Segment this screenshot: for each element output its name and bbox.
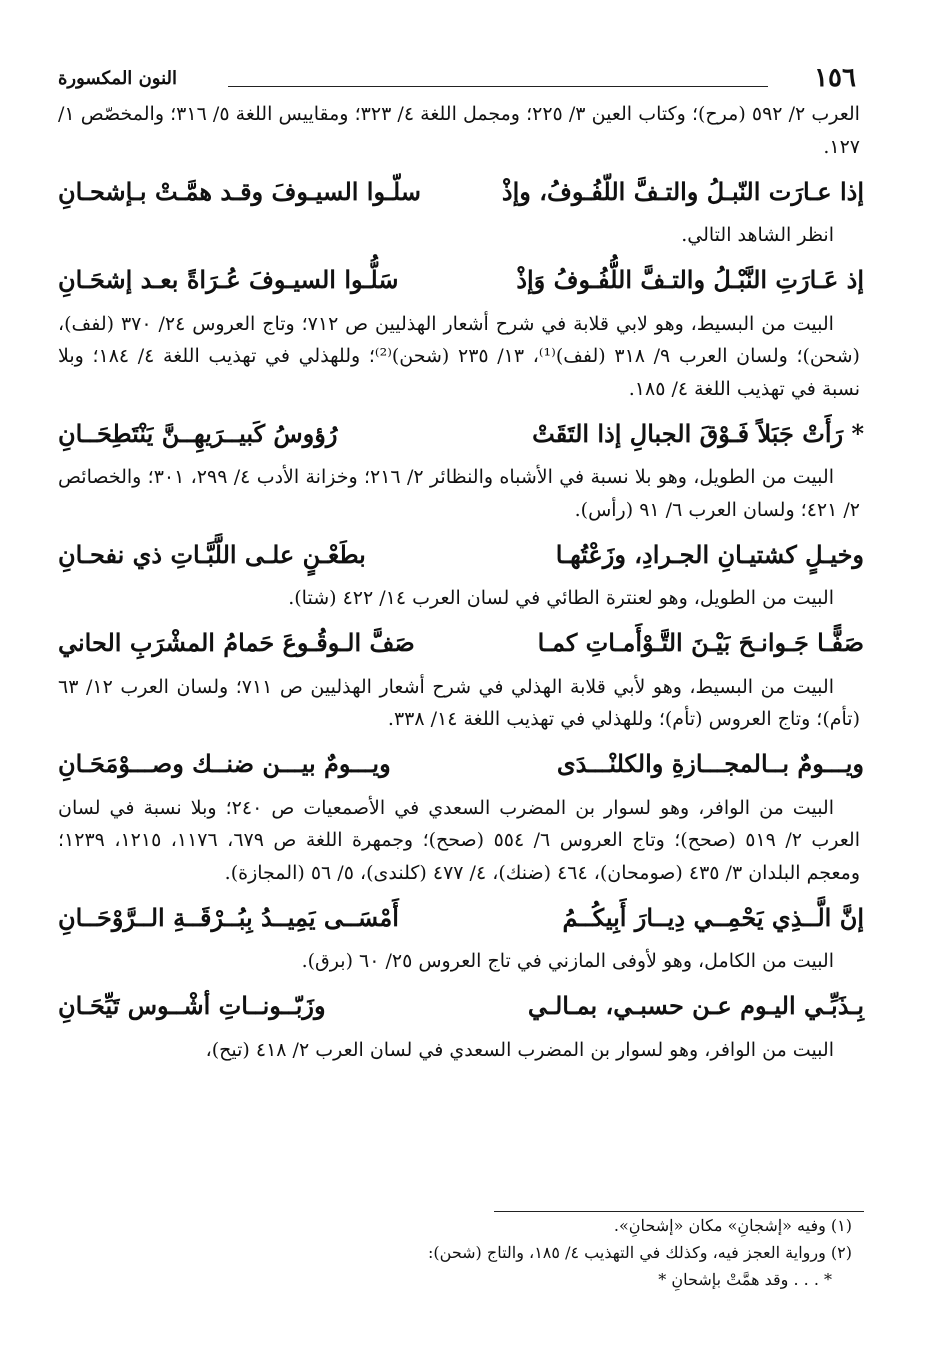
verse-first-hemistich: بِـذَبِّـي اليـوم عـن حسبـي، بمـالـي xyxy=(527,991,864,1020)
text-line: انظر الشاهد التالي. xyxy=(681,224,834,246)
commentary-paragraph xyxy=(58,98,864,163)
verse-second-hemistich: رُؤوسُ كَبيــرَيهِــنَّ يَنْتَطِحَــانِ xyxy=(58,418,338,448)
text-line: البيت من البسيط، وهو لأبي قلابة الهذلي في شرح أشعار الهذليين ص ٧١١؛ ولسان xyxy=(176,675,834,698)
verse-first-hemistich: وخيـلٍ كشتيـانِ الجـرادِ، وزَعْتُهـا xyxy=(555,539,864,569)
text-line: العرب ٢/ ٥٩٢ (مرح)؛ وكتاب العين ٣/ ٢٢٥؛ ومجمل اللغة ٤/ ٣٢٣؛ ومقاييس اللغة xyxy=(235,103,860,125)
verse-second-hemistich: أَمْسَــى يَمِيــدُ بِبُــرْقَــةِ الــرَّوْحَــانِ xyxy=(58,902,399,932)
commentary-paragraph xyxy=(58,308,864,406)
verse-second-hemistich: سَلُّـوا السيـوفَ عُـرَاةً بعـد إشحَـانِ xyxy=(58,265,399,294)
commentary-paragraph xyxy=(58,1034,864,1067)
text-line: البيت من الوافر، وهو لسوار بن المضرب السعدي في الأصمعيات ص ٢٤٠؛ وبلا xyxy=(190,796,834,819)
verse-line xyxy=(58,254,864,306)
verse-first-hemistich: * رَأَتْ جَبَلاً فَـوْقَ الجبالِ إذا التَقَتْ xyxy=(532,418,864,448)
commentary-paragraph xyxy=(58,671,864,736)
verse-second-hemistich: صَفَّ الـوقُـوعَ حَمامُ المشْرَبِ الحاني xyxy=(58,628,415,657)
header-rule xyxy=(228,86,768,87)
commentary-paragraph xyxy=(58,582,864,615)
footnote-2-verse: * . . . وقد همَّتْ بإشحانِ * xyxy=(658,1270,832,1289)
verse-line xyxy=(58,617,864,669)
running-title: النون المكسورة xyxy=(58,67,178,89)
text-line: ص ٦٧٩، ١١٧٦، ١٢١٥، ١٢٣٩؛ ومعجم البلدان ٣/ ٤٣٥ (صومحان)، ٤٦٤ (ضنك)، xyxy=(58,829,860,884)
text-line: البيت من البسيط، وهو لابي قلابة في شرح أشعار الهذليين ص ٧١٢؛ وتاج العروس xyxy=(192,312,834,335)
verse-first-hemistich: إنَّ الَّــذِي يَحْمِــي دِيــارَ أَبِيكُــمُ xyxy=(562,902,864,932)
page-number: ١٥٦ xyxy=(814,63,856,93)
verse-line xyxy=(58,891,864,943)
verse-line xyxy=(58,738,864,790)
commentary-paragraph xyxy=(58,461,864,526)
verse-first-hemistich: إذ عَـارَتِ النَّبْـلُ والتـفَّ اللُّفُـوفُ وَإذْ xyxy=(516,265,864,294)
text-line: ٤/ ٤٧٧ (كلندى)، ٥/ ٥٦ (المجازة). xyxy=(224,861,487,884)
verse-second-hemistich: سلّـوا السيـوفَ وقـد همَّـتْ بـإشحـانِ xyxy=(58,176,421,206)
verse-first-hemistich: صَفًّـا جَـوانـحَ بَيْـنَ التَّـوْأَمـاتِ كمـا xyxy=(537,628,864,657)
text-line: ٢٤/ ٣٧٠ (لفف)، (شحن)؛ ولسان العرب ٩/ ٣١٨ (لفف)⁽¹⁾، ١٣/ ٢٣٥ (شحن)⁽²⁾؛ xyxy=(58,312,860,367)
footnote-1: (١) وفيه «إشجانِ» مكان «إشحانِ». xyxy=(613,1216,852,1235)
text-line: البيت من الكامل، وهو لأوفى المازني في تاج العروس ٢٥/ ٦٠ (برق). xyxy=(301,950,834,972)
text-line: نسبة في لسان العرب ٢/ ٥١٩ (صحح)؛ وتاج العروس ٦/ ٥٥٤ (صحح)؛ وجمهرة اللغة xyxy=(58,796,860,851)
verse-line xyxy=(58,528,864,580)
verse-second-hemistich: بطَعْـنٍ علـى اللَّبَّـاتِ ذي نفحـانِ xyxy=(58,539,366,569)
verse-line xyxy=(58,165,864,217)
commentary-paragraph xyxy=(58,945,864,978)
page-header xyxy=(58,58,864,98)
text-line: وللهذلي في تهذيب اللغة ٤/ ١٨٤؛ وبلا نسبة في تهذيب اللغة ٤/ ١٨٥. xyxy=(58,345,860,400)
page-body xyxy=(58,98,864,1066)
text-line: ٥/ ٣١٦؛ والمخصّص ١/ ١٢٧. xyxy=(58,103,860,158)
commentary-paragraph xyxy=(58,219,864,252)
verse-line xyxy=(58,980,864,1032)
footnote-2: (٢) ورواية العجز فيه، وكذلك في التهذيب ٤/ ١٨٥، والتاج (شحن): xyxy=(428,1243,852,1262)
verse-first-hemistich: إذا عـارَت النّبـلُ والتـفَّ اللّفُـوفُ، وإذْ xyxy=(501,176,864,206)
text-line: البيت من الوافر، وهو لسوار بن المضرب السعدي في لسان العرب ٢/ ٤١٨ (تيح)، xyxy=(205,1038,834,1061)
commentary-paragraph xyxy=(58,792,864,890)
footnotes xyxy=(58,1211,864,1293)
text-line: العرب ١٢/ ٦٣ (تأم)؛ وتاج العروس (تأم)؛ وللهذلي في تهذيب اللغة ١٤/ ٣٣٨. xyxy=(58,675,860,730)
text-line: ٤/ ٢٩٩، ٣٠١؛ والخصائص ٢/ ٤٢١؛ ولسان العرب ٦/ ٩١ (رأس). xyxy=(58,466,860,521)
text-line: البيت من الطويل، وهو لعنترة الطائي في لسان العرب ١٤/ ٤٢٢ (شتا). xyxy=(288,587,834,609)
text-line: البيت من الطويل، وهو بلا نسبة في الأشباه والنظائر ٢/ ٢١٦؛ وخزانة الأدب xyxy=(256,466,834,488)
page xyxy=(58,58,864,1289)
verse-line xyxy=(58,407,864,459)
verse-second-hemistich: ويـــومٌ بيـــن ضنــك وصـــوْمَحَـانِ xyxy=(58,749,391,778)
verse-second-hemistich: وزَبّــونــاتِ أشْــوس تَيِّحَـانِ xyxy=(58,991,326,1020)
verse-first-hemistich: ويـــومٌ بــالمجـــازةِ والكلنْـــدَى xyxy=(556,749,864,778)
